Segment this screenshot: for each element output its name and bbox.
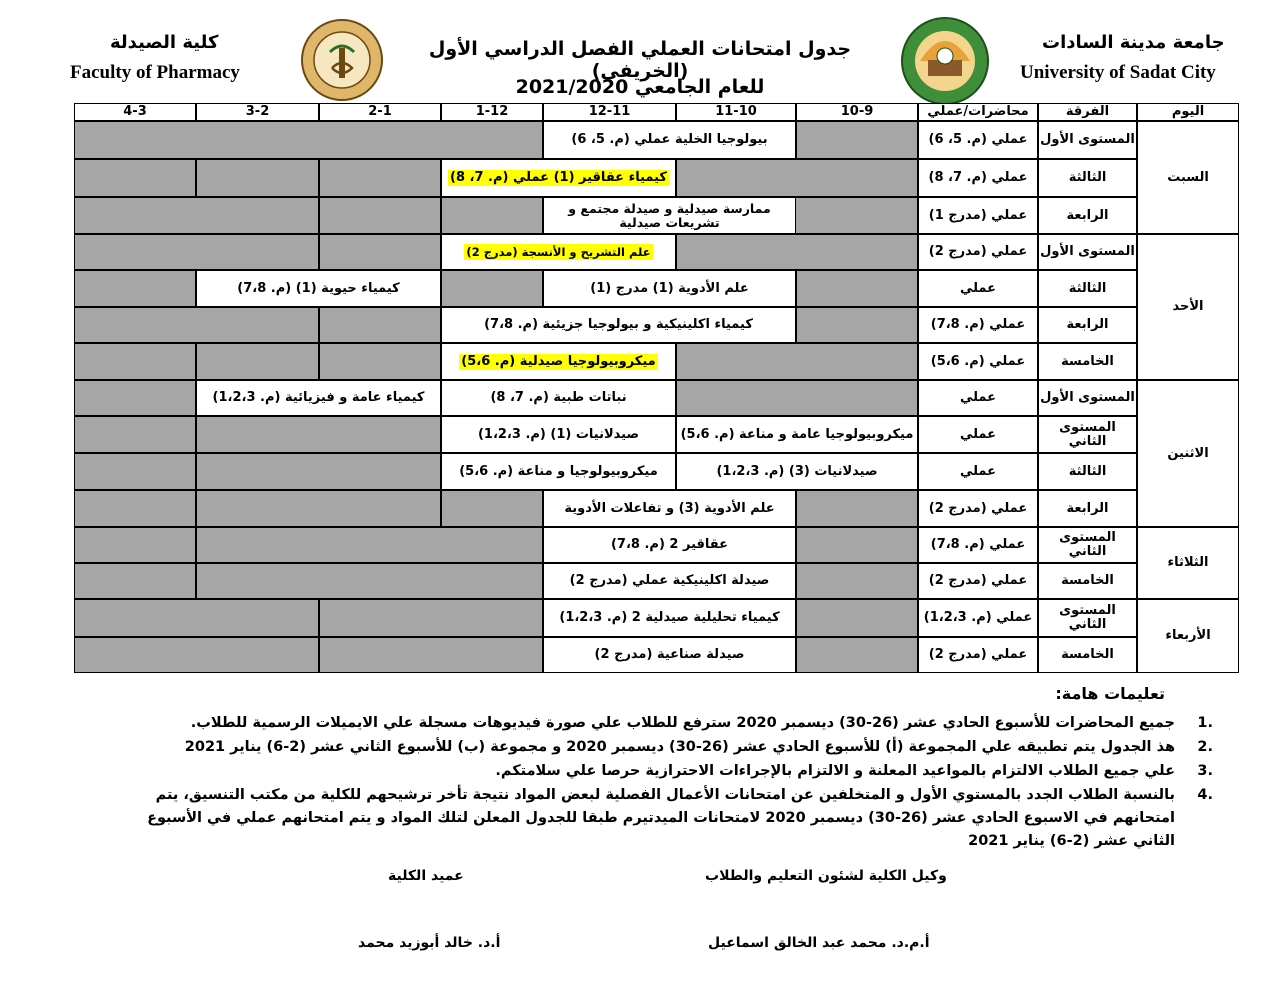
exam-entry-cell-text: كيمياء اكلينيكية و بيولوجيا جزيئية (م. 7،8): [484, 317, 753, 332]
group-cell: [1038, 637, 1137, 673]
exam-entry-cell-text: علم الأدوية (3) و تفاعلات الأدوية: [564, 500, 775, 516]
header-slot-text: 1-12: [475, 104, 509, 119]
empty-slot-cell: [441, 197, 543, 234]
exam-entry-cell-text: كيمياء حيوية (1) (م. 7،8): [237, 280, 400, 296]
header-slot-text: 11-10: [715, 104, 757, 119]
header-type: [918, 103, 1038, 121]
exam-entry-cell-text: ممارسة صيدلية و صيدلة مجتمع و تشريعات صيدلية: [568, 200, 771, 230]
exam-entry-cell-text: علم الأدوية (1) مدرج (1): [590, 280, 749, 296]
type-cell-text: عملي (م. 5، 6): [928, 132, 1028, 147]
group-cell-text: المستوى الثاني: [1059, 419, 1116, 449]
empty-slot-cell: [319, 197, 441, 234]
empty-slot-cell: [74, 527, 196, 563]
type-cell-text: عملي (مدرج 2): [928, 647, 1028, 662]
note-item: [115, 736, 1213, 759]
vice-dean-name: أ.م.د. محمد عبد الخالق اسماعيل: [708, 935, 930, 951]
empty-slot-cell: [196, 527, 543, 563]
page-title: جدول امتحانات العملي الفصل الدراسي الأول (الخريفي): [428, 38, 852, 82]
header-day: [1137, 103, 1239, 121]
exam-entry-cell-text: صيدلانيات (3) (م. 1،2،3): [716, 463, 878, 479]
group-cell-text: الخامسة: [1061, 353, 1114, 369]
group-cell-text: المستوى الأول: [1040, 390, 1135, 405]
header-group-text: الفرقة: [1065, 104, 1110, 119]
empty-slot-cell: [74, 599, 319, 637]
header-slot: [196, 103, 319, 121]
group-cell-text: المستوى الأول: [1040, 244, 1135, 259]
header-type-text: محاضرات/عملي: [927, 104, 1029, 119]
group-cell-text: الثالثة: [1068, 280, 1107, 296]
empty-slot-cell: [74, 197, 319, 234]
type-cell: [918, 380, 1038, 416]
notes-title: تعليمات هامة:: [1055, 684, 1165, 703]
empty-slot-cell: [676, 343, 918, 380]
type-cell: [918, 599, 1038, 637]
empty-slot-cell: [319, 307, 441, 343]
day-cell-text: الثلاثاء: [1167, 555, 1209, 570]
group-cell: [1038, 453, 1137, 490]
type-cell: [918, 416, 1038, 453]
empty-slot-cell: [74, 453, 196, 490]
exam-entry-cell: [543, 563, 796, 599]
exam-entry-cell-text: صيدلة صناعية (مدرج 2): [594, 647, 745, 662]
type-cell-text: عملي (م. 5،6): [930, 353, 1026, 369]
exam-entry-cell: [676, 453, 918, 490]
note-number: .4: [1197, 787, 1213, 803]
note-text: جميع المحاضرات للأسبوع الحادي عشر (26-30) ديسمبر 2020 سترفع للطلاب علي صورة فيديوهات مسجلة علي الايميلات الرسمية للطلاب.: [190, 715, 1175, 731]
header-slot: [319, 103, 441, 121]
empty-slot-cell: [74, 563, 196, 599]
type-cell-text: عملي (م. 7،8): [930, 537, 1026, 552]
empty-slot-cell: [319, 234, 441, 270]
group-cell: [1038, 563, 1137, 599]
group-cell: [1038, 343, 1137, 380]
empty-slot-cell: [676, 234, 918, 270]
exam-entry-cell-text: عقاقير 2 (م. 7،8): [610, 537, 729, 552]
faculty-name-en: Faculty of Pharmacy: [70, 62, 240, 83]
empty-slot-cell: [74, 270, 196, 307]
header-slot-text: 3-2: [245, 104, 270, 119]
header-slot: [676, 103, 796, 121]
type-cell-text: عملي (مدرج 1): [928, 207, 1028, 223]
group-cell: [1038, 527, 1137, 563]
empty-slot-cell: [74, 416, 196, 453]
group-cell: [1038, 307, 1137, 343]
empty-slot-cell: [74, 159, 196, 197]
page-subtitle: للعام الجامعي 2021/2020: [515, 76, 765, 98]
university-logo-icon: [900, 16, 990, 106]
empty-slot-cell: [796, 270, 918, 307]
exam-entry-cell: [543, 527, 796, 563]
type-cell-text: عملي: [959, 280, 997, 296]
exam-entry-cell: [196, 270, 441, 307]
type-cell: [918, 121, 1038, 159]
type-cell: [918, 270, 1038, 307]
empty-slot-cell: [196, 416, 441, 453]
header-slot-text: 2-1: [368, 104, 392, 119]
group-cell-text: المستوى الثاني: [1059, 603, 1116, 632]
header-group: [1038, 103, 1137, 121]
exam-entry-cell-text: ميكروبيولوجيا عامة و مناعة (م. 5،6): [680, 426, 914, 442]
note-text: هذ الجدول يتم تطبيقه علي المجموعة (أ) للأسبوع الحادي عشر (26-30) ديسمبر 2020 و مجموعة (ب) للأسبوع الثاني عشر (2-6) يناير 2021: [184, 739, 1175, 755]
faculty-name-ar: كلية الصيدلة: [110, 32, 219, 53]
exam-entry-cell-text: ميكروبيولوجيا صيدلية (م. 5،6): [461, 353, 656, 369]
group-cell-text: الرابعة: [1066, 207, 1109, 223]
group-cell-text: المستوى الثاني: [1059, 530, 1116, 559]
day-cell: [1137, 527, 1239, 599]
group-cell-text: الثالثة: [1068, 170, 1107, 185]
type-cell-text: عملي (مدرج 2): [928, 500, 1028, 516]
day-cell: [1137, 380, 1239, 527]
type-cell: [918, 159, 1038, 197]
empty-slot-cell: [319, 599, 543, 637]
type-cell: [918, 563, 1038, 599]
faculty-logo-icon: [300, 18, 384, 102]
empty-slot-cell: [74, 380, 196, 416]
empty-slot-cell: [796, 599, 918, 637]
empty-slot-cell: [196, 343, 319, 380]
type-cell: [918, 637, 1038, 673]
exam-entry-cell: [441, 453, 676, 490]
group-cell: [1038, 380, 1137, 416]
empty-slot-cell: [196, 453, 441, 490]
type-cell-text: عملي: [959, 463, 997, 479]
dean-name: أ.د. خالد أبوزيد محمد: [358, 935, 501, 951]
note-item: [115, 784, 1213, 853]
note-text: بالنسبة الطلاب الجدد بالمستوي الأول و المتخلفين عن امتحانات الأعمال الفصلية لبعض المواد نتيجة تأخر ترشيحهم للكلية من مكتب التنسيق، يتم امتحانهم في الاسبوع الحادي عشر (26-30) ديسمبر 2020 لامتحانات الميدتيرم طبقا للجدول المعلن لتلك المواد و يتم امتحانهم عملي في الأسبوع الثاني عشر (2-6) يناير 2021: [147, 787, 1175, 849]
group-cell-text: الرابعة: [1066, 500, 1109, 516]
group-cell: [1038, 416, 1137, 453]
empty-slot-cell: [319, 637, 543, 673]
type-cell: [918, 490, 1038, 527]
empty-slot-cell: [796, 637, 918, 673]
empty-slot-cell: [74, 490, 196, 527]
exam-entry-cell-text: علم التشريح و الأنسجة (مدرج 2): [466, 245, 651, 259]
group-cell: [1038, 121, 1137, 159]
header-slot-text: 10-9: [840, 104, 874, 119]
type-cell: [918, 197, 1038, 234]
exam-entry-cell: [196, 380, 441, 416]
exam-entry-cell-text: ميكروبيولوجيا و مناعة (م. 5،6): [459, 463, 658, 479]
day-cell: [1137, 234, 1239, 380]
note-number: .2: [1197, 739, 1213, 755]
empty-slot-cell: [74, 307, 319, 343]
day-cell-text: الأحد: [1172, 299, 1204, 314]
exam-entry-cell: [543, 599, 796, 637]
exam-entry-cell-text: صيدلة اكلينيكية عملي (مدرج 2): [569, 573, 770, 588]
group-cell: [1038, 270, 1137, 307]
exam-entry-cell-text: صيدلانيات (1) (م. 1،2،3): [477, 426, 640, 442]
type-cell: [918, 234, 1038, 270]
exam-entry-cell-text: كيمياء عامة و فيزيائية (م. 1،2،3): [212, 390, 425, 405]
group-cell: [1038, 234, 1137, 270]
exam-entry-cell: [543, 121, 796, 159]
group-cell: [1038, 159, 1137, 197]
empty-slot-cell: [676, 159, 918, 197]
exam-entry-cell: [543, 637, 796, 673]
day-cell: [1137, 599, 1239, 673]
exam-entry-cell-text: نباتات طبية (م. 7، 8): [490, 390, 627, 405]
type-cell-text: عملي: [959, 390, 997, 405]
header-day-text: اليوم: [1171, 104, 1205, 119]
type-cell-text: عملي (مدرج 2): [928, 573, 1028, 588]
note-item: [115, 760, 1213, 783]
header-slot: [796, 103, 918, 121]
dean-title: عميد الكلية: [388, 868, 464, 884]
type-cell: [918, 307, 1038, 343]
group-cell: [1038, 599, 1137, 637]
empty-slot-cell: [74, 637, 319, 673]
empty-slot-cell: [796, 563, 918, 599]
group-cell-text: الخامسة: [1061, 647, 1114, 662]
empty-slot-cell: [796, 527, 918, 563]
note-number: .3: [1197, 763, 1213, 779]
empty-slot-cell: [196, 490, 441, 527]
group-cell-text: الرابعة: [1066, 317, 1109, 332]
empty-slot-cell: [319, 159, 441, 197]
note-text: علي جميع الطلاب الالتزام بالمواعيد المعلنة و الالتزام بالإجراءات الاحترازية حرصا علي سلامتكم.: [495, 763, 1175, 779]
day-cell-text: الأربعاء: [1165, 628, 1211, 643]
empty-slot-cell: [74, 343, 196, 380]
exam-entry-cell: [441, 307, 796, 343]
type-cell: [918, 343, 1038, 380]
exam-entry-cell: [441, 380, 676, 416]
exam-entry-cell: [441, 416, 676, 453]
type-cell-text: عملي (م. 7،8): [930, 317, 1026, 332]
type-cell-text: عملي (م. 7، 8): [928, 170, 1028, 185]
empty-slot-cell: [196, 159, 319, 197]
empty-slot-cell: [441, 270, 543, 307]
note-item: [115, 712, 1213, 735]
empty-slot-cell: [74, 121, 543, 159]
header-slot-text: 4-3: [123, 104, 147, 119]
group-cell: [1038, 490, 1137, 527]
day-cell-text: الاثنين: [1167, 445, 1209, 461]
type-cell-text: عملي: [959, 426, 997, 442]
header-slot: [543, 103, 676, 121]
exam-entry-cell-text: كيمياء عقاقير (1) عملي (م. 7، 8): [450, 170, 667, 185]
type-cell-text: عملي (مدرج 2): [928, 244, 1028, 259]
day-cell-text: السبت: [1167, 169, 1209, 185]
day-cell: [1137, 121, 1239, 234]
exam-entry-cell-text: كيمياء تحليلية صيدلية 2 (م. 1،2،3): [559, 610, 780, 625]
exam-entry-cell: [676, 416, 918, 453]
exam-entry-cell: [441, 159, 676, 197]
empty-slot-cell: [796, 490, 918, 527]
header-slot-text: 12-11: [588, 104, 631, 119]
university-name-en: University of Sadat City: [1020, 62, 1216, 83]
university-name-ar: جامعة مدينة السادات: [1042, 32, 1225, 53]
vice-dean-title: وكيل الكلية لشئون التعليم والطلاب: [705, 868, 947, 884]
exam-entry-cell: [441, 234, 676, 270]
empty-slot-cell: [796, 307, 918, 343]
group-cell-text: الخامسة: [1061, 573, 1114, 588]
empty-slot-cell: [441, 490, 543, 527]
header-slot: [74, 103, 196, 121]
exam-entry-cell-text: بيولوجيا الخلية عملي (م. 5، 6): [571, 132, 768, 147]
exam-entry-cell: [543, 270, 796, 307]
group-cell-text: المستوى الأول: [1040, 132, 1135, 147]
empty-slot-cell: [319, 343, 441, 380]
header-slot: [441, 103, 543, 121]
type-cell: [918, 453, 1038, 490]
exam-entry-cell: [441, 343, 676, 380]
type-cell: [918, 527, 1038, 563]
empty-slot-cell: [796, 121, 918, 159]
note-number: .1: [1197, 715, 1213, 731]
exam-entry-cell: [543, 490, 796, 527]
empty-slot-cell: [676, 380, 918, 416]
type-cell-text: عملي (م. 1،2،3): [923, 610, 1033, 625]
group-cell-text: الثالثة: [1068, 463, 1107, 479]
empty-slot-cell: [74, 234, 319, 270]
group-cell: [1038, 197, 1137, 234]
exam-entry-cell: [543, 197, 796, 234]
empty-slot-cell: [196, 563, 543, 599]
